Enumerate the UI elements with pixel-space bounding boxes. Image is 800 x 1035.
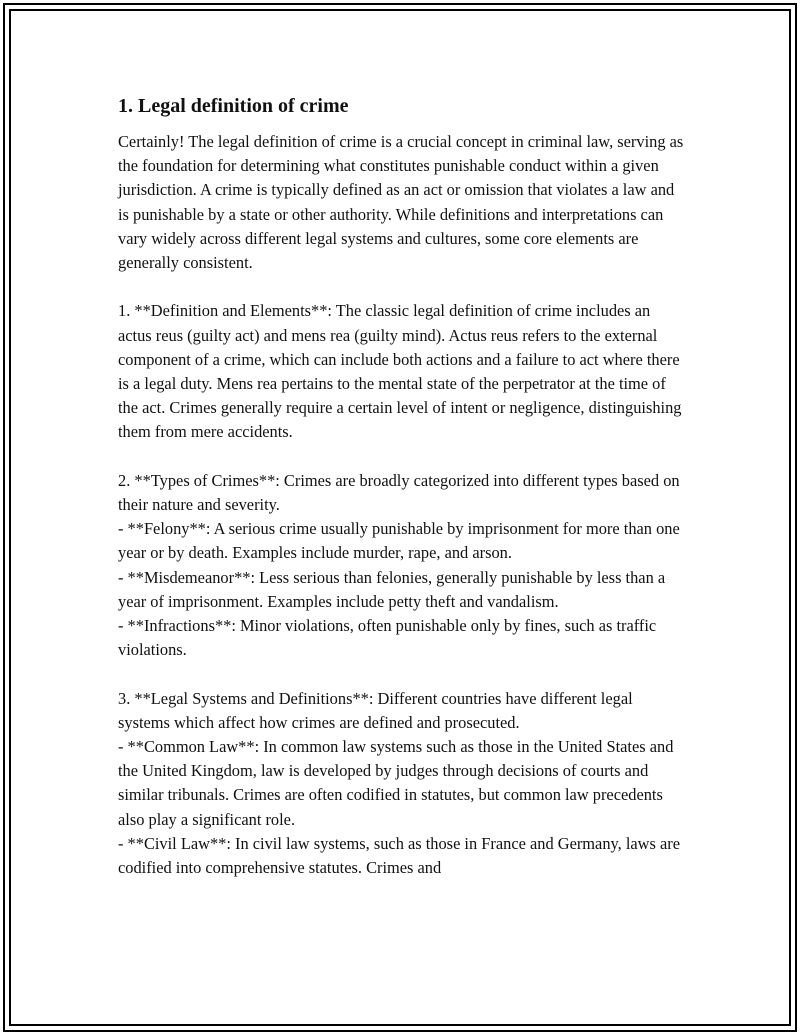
paragraph-intro: Certainly! The legal definition of crime is a crucial concept in criminal law, serving as the foundation for determining what constitutes punishable conduct within a given jurisdiction. A crime is typically defined as an act or omission that violates a law and is punishable by a state or other authority. While definitions and interpretations can vary widely across different legal systems and cultures, some core elements are generally consistent.	[118, 132, 684, 273]
paragraph-types-of-crimes: 2. **Types of Crimes**: Crimes are broadly categorized into different types based on their nature and severity. - **Felony**: A serious crime usually punishable by imprisonment for more than one year or by death. Examples include murder, rape, and arson. - **Misdemeanor**: Less serious than felonies, generally punishable by less than a year of imprisonment. Examples include petty theft and vandalism. - **Infractions**: Minor violations, often punishable only by fines, such as traffic violations.	[118, 470, 680, 660]
paragraph-spacer	[118, 445, 688, 469]
document-heading: 1. Legal definition of crime	[118, 95, 349, 117]
paragraph-legal-systems: 3. **Legal Systems and Definitions**: Different countries have different legal systems which affect how crimes are defined and prosecuted. - **Common Law**: In common law systems such as those in the United States and the United Kingdom, law is developed by judges through decisions of courts and similar tribunals. Crimes are often codified in statutes, but common law precedents also play a significant role. - **Civil Law**: In civil law systems, such as those in France and Germany, laws are codified into comprehensive statutes. Crimes and	[118, 688, 681, 878]
document-body	[118, 94, 688, 880]
paragraph-spacer	[118, 275, 688, 299]
paragraph-spacer	[118, 662, 688, 686]
paragraph-definition-elements: 1. **Definition and Elements**: The classic legal definition of crime includes an actus reus (guilty act) and mens rea (guilty mind). Actus reus refers to the external component of a crime, which can include both actions and a failure to act where there is a legal duty. Mens rea pertains to the mental state of the perpetrator at the time of the act. Crimes generally require a certain level of intent or negligence, distinguishing them from mere accidents.	[118, 301, 682, 442]
